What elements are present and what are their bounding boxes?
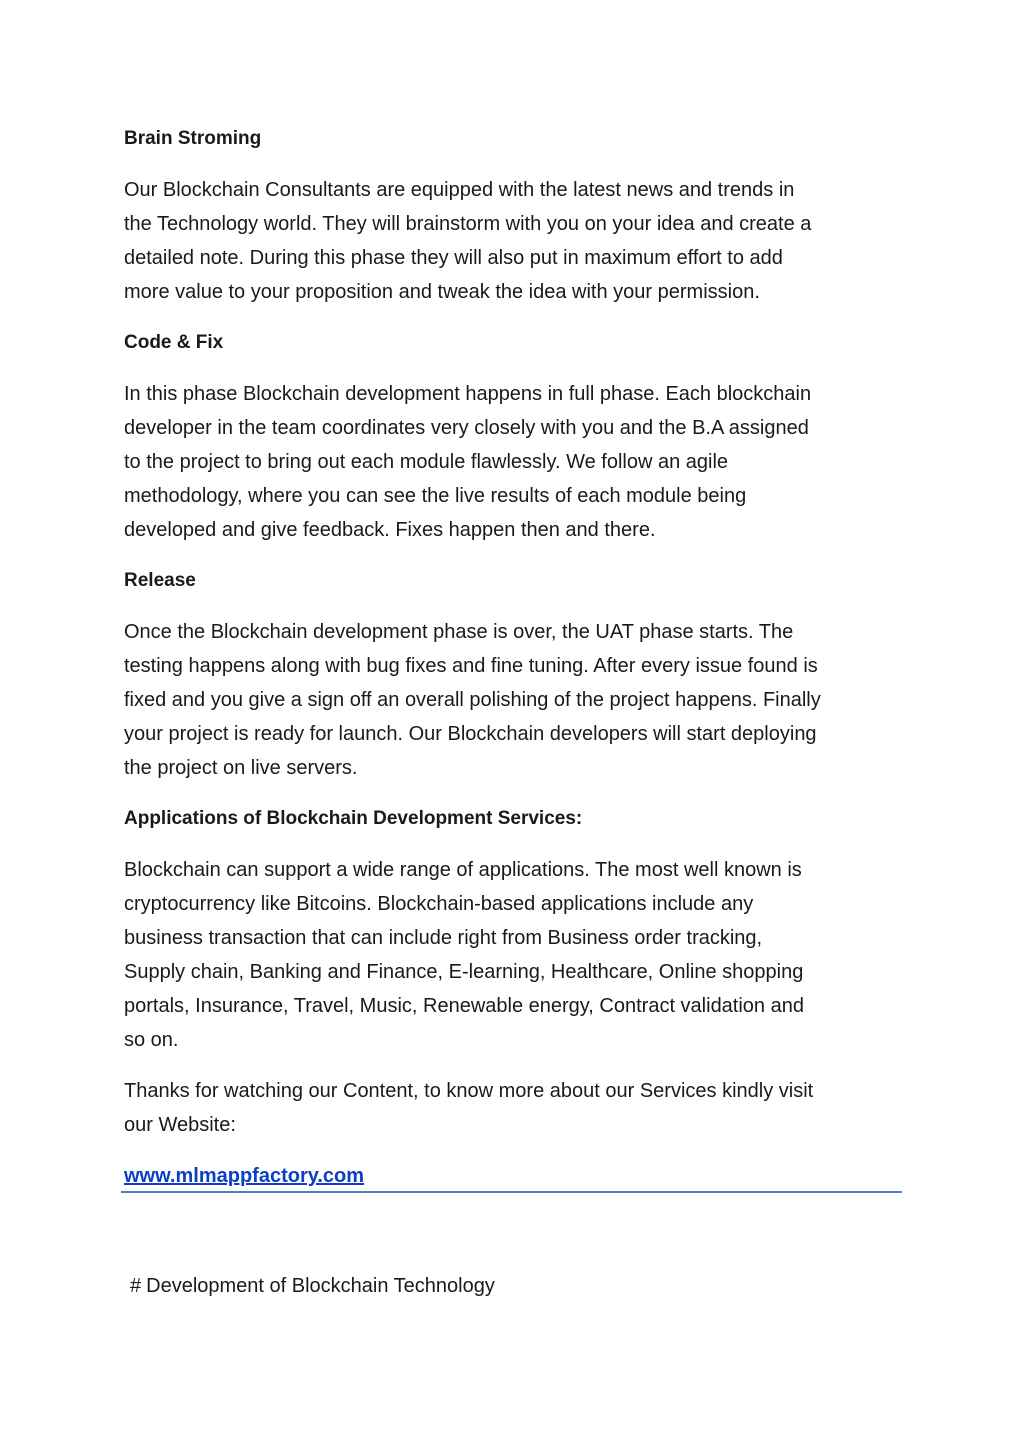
horizontal-divider (121, 1191, 902, 1193)
text-line: portals, Insurance, Travel, Music, Renewable energy, Contract validation and (124, 995, 804, 1017)
text-line: the project on live servers. (124, 757, 358, 779)
text-line: your project is ready for launch. Our Blockchain developers will start deploying (124, 723, 817, 745)
website-link[interactable]: www.mlmappfactory.com (124, 1165, 365, 1187)
hashtag-text: Development of Blockchain Technology (146, 1275, 495, 1297)
paragraph-closing (124, 1074, 904, 1142)
paragraph-code-fix (124, 377, 904, 547)
text-line: Thanks for watching our Content, to know more about our Services kindly visit (124, 1080, 814, 1102)
text-line: methodology, where you can see the live results of each module being (124, 485, 747, 507)
text-line: more value to your proposition and tweak the idea with your permission. (124, 281, 760, 303)
text-line: business transaction that can include right from Business order tracking, (124, 927, 763, 949)
paragraph-release (124, 615, 904, 785)
paragraph-brainstorming (124, 173, 904, 309)
text-line: developer in the team coordinates very closely with you and the B.A assigned (124, 417, 809, 439)
text-line: the Technology world. They will brainstorm with you on your idea and create a (124, 213, 812, 235)
text-line: Supply chain, Banking and Finance, E-learning, Healthcare, Online shopping (124, 961, 804, 983)
text-line: fixed and you give a sign off an overall polishing of the project happens. Finally (124, 689, 821, 711)
text-line: our Website: (124, 1114, 236, 1136)
hashtag-footer (130, 1269, 495, 1303)
text-line: testing happens along with bug fixes and fine tuning. After every issue found is (124, 655, 818, 677)
text-line: Blockchain can support a wide range of applications. The most well known is (124, 859, 802, 881)
hash-symbol: # (130, 1275, 142, 1297)
section-heading-release: Release (124, 570, 196, 591)
section-heading-brainstorming: Brain Stroming (124, 128, 262, 149)
section-heading-applications: Applications of Blockchain Development Services: (124, 808, 583, 829)
text-line: detailed note. During this phase they will also put in maximum effort to add (124, 247, 783, 269)
text-line: developed and give feedback. Fixes happen then and there. (124, 519, 656, 541)
section-heading-code-fix: Code & Fix (124, 332, 224, 353)
text-line: Once the Blockchain development phase is over, the UAT phase starts. The (124, 621, 794, 643)
text-line: to the project to bring out each module flawlessly. We follow an agile (124, 451, 729, 473)
document-body (124, 122, 904, 1193)
text-line: so on. (124, 1029, 179, 1051)
paragraph-applications (124, 853, 904, 1057)
text-line: In this phase Blockchain development happens in full phase. Each blockchain (124, 383, 812, 405)
text-line: Our Blockchain Consultants are equipped with the latest news and trends in (124, 179, 795, 201)
text-line: cryptocurrency like Bitcoins. Blockchain-based applications include any (124, 893, 754, 915)
